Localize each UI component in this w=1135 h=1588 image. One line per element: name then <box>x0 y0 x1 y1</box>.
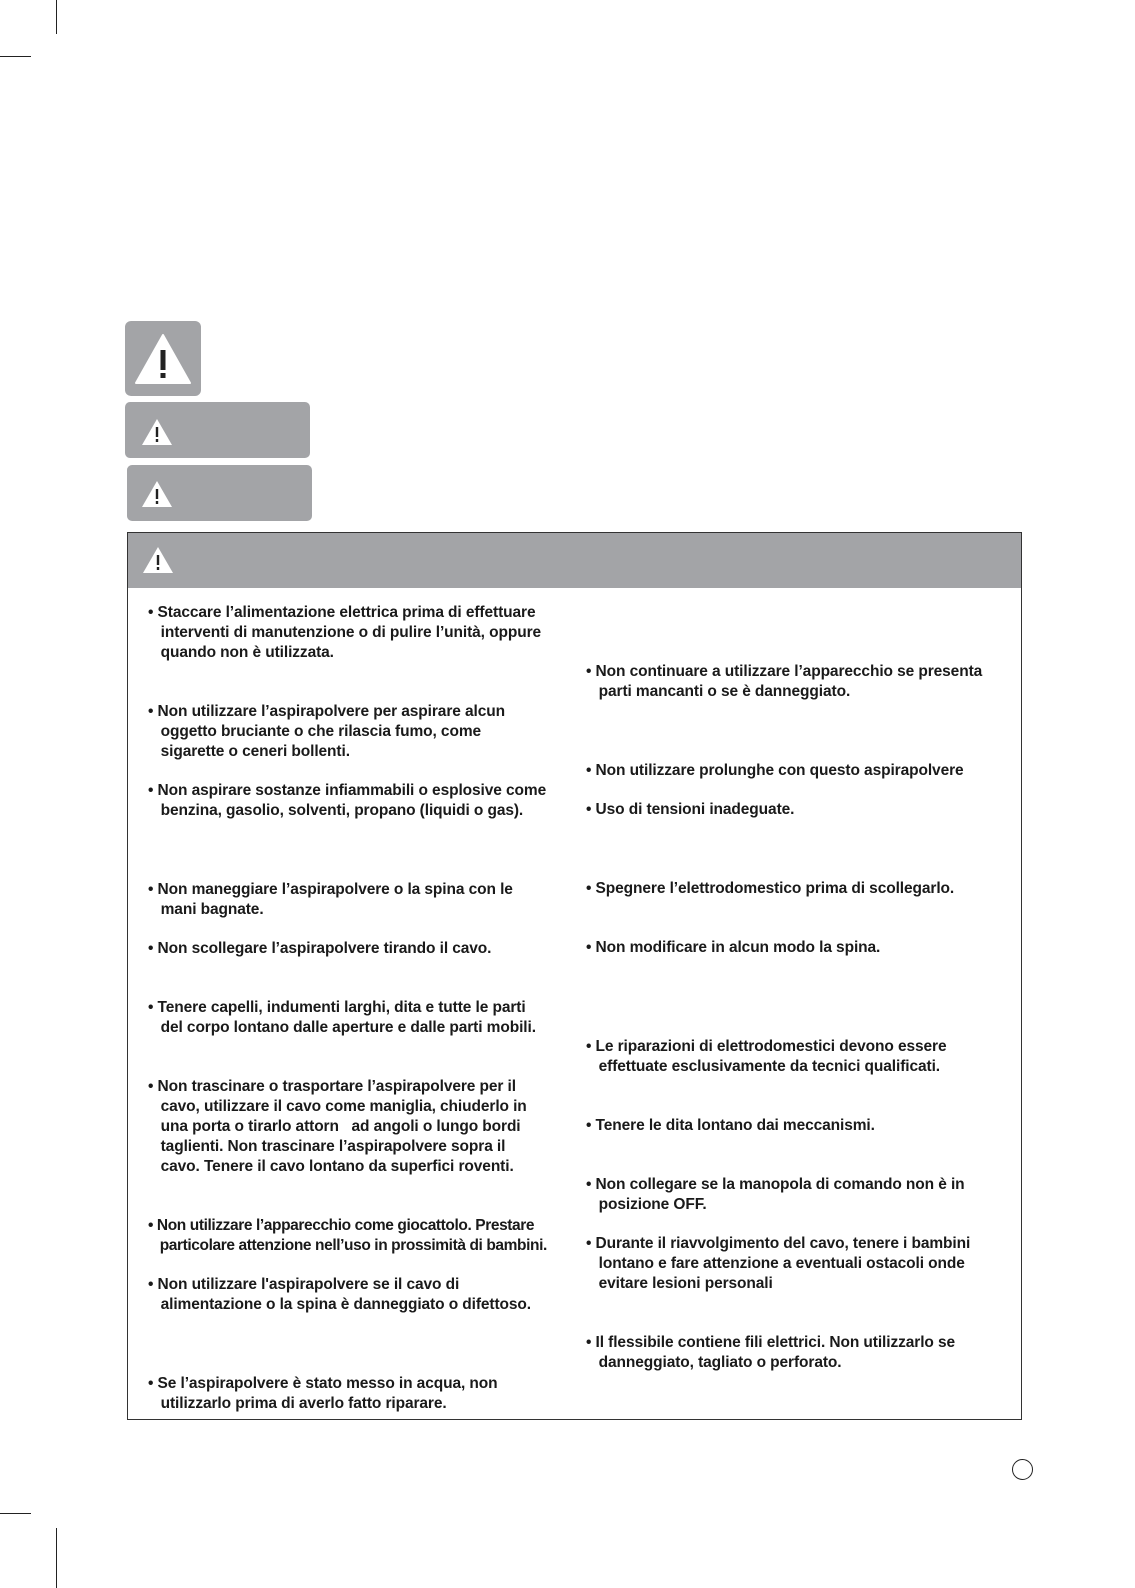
warning-triangle-icon <box>142 546 174 574</box>
warning-triangle-icon <box>141 480 173 508</box>
page-number-circle <box>1012 1459 1033 1480</box>
safety-item: • Non utilizzare l’aspirapolvere per aspirare alcun oggetto bruciante o che rilascia fumo, come sigarette o ceneri bollenti. <box>148 703 505 760</box>
crop-mark-bottom-vertical <box>56 1528 57 1588</box>
warning-symbol-box <box>125 321 201 396</box>
warning-triangle-icon <box>141 418 173 446</box>
safety-item: • Il flessibile contiene fili elettrici. Non utilizzarlo se danneggiato, tagliato o perforato. <box>586 1334 956 1371</box>
safety-item: • Durante il riavvolgimento del cavo, tenere i bambini lontano e fare attenzione a eventuali ostacoli onde evitare lesioni personali <box>586 1235 971 1292</box>
safety-item: • Non continuare a utilizzare l’apparecchio se presenta parti mancanti o se è danneggiato. <box>586 663 983 700</box>
crop-mark-top-horizontal <box>0 56 31 57</box>
caution-bar <box>127 465 312 521</box>
safety-item: • Non scollegare l’aspirapolvere tirando il cavo. <box>148 940 492 957</box>
safety-item: • Non collegare se la manopola di comando non è in posizione OFF. <box>586 1176 965 1213</box>
safety-item: • Spegnere l’elettrodomestico prima di scollegarlo. <box>586 880 955 897</box>
safety-item: • Staccare l’alimentazione elettrica prima di effettuare interventi di manutenzione o di pulire l’unità, oppure quando non è utilizzata. <box>148 604 542 661</box>
safety-item: • Non maneggiare l’aspirapolvere o la spina con le mani bagnate. <box>148 881 513 918</box>
safety-item: • Se l’aspirapolvere è stato messo in acqua, non utilizzarlo prima di averlo fatto riparare. <box>148 1375 498 1412</box>
panel-header <box>128 533 1021 588</box>
safety-item: • Tenere capelli, indumenti larghi, dita e tutte le parti del corpo lontano dalle aperture e dalle parti mobili. <box>148 999 536 1036</box>
warning-triangle-icon <box>134 333 192 385</box>
safety-item: • Non aspirare sostanze infiammabili o esplosive come benzina, gasolio, solventi, propano (liquidi o gas). <box>148 782 547 819</box>
safety-item: • Non utilizzare prolunghe con questo aspirapolvere <box>586 762 964 779</box>
safety-item: • Non trascinare o trasportare l’aspirapolvere per il cavo, utilizzare il cavo come maniglia, chiuderlo in una porta o tirarlo attorn ad angoli o lungo bordi taglienti. Non trascinare l’aspirapolvere sopra il cavo. Tenere il cavo lontano da superfici roventi. <box>148 1078 527 1175</box>
safety-item: • Uso di tensioni inadeguate. <box>586 801 795 818</box>
safety-item: • Le riparazioni di elettrodomestici devono essere effettuate esclusivamente da tecnici qualificati. <box>586 1038 947 1075</box>
safety-item: • Non modificare in alcun modo la spina. <box>586 939 881 956</box>
safety-item: • Non utilizzare l’apparecchio come giocattolo. Prestare particolare attenzione nell’uso in prossimità di bambini. <box>148 1217 547 1254</box>
safety-item: • Tenere le dita lontano dai meccanismi. <box>586 1117 875 1134</box>
safety-item: • Non utilizzare l'aspirapolvere se il cavo di alimentazione o la spina è danneggiato o difettoso. <box>148 1276 532 1313</box>
warning-bar <box>125 402 310 458</box>
crop-mark-bottom-horizontal <box>0 1513 31 1514</box>
crop-mark-top-vertical <box>56 0 57 34</box>
